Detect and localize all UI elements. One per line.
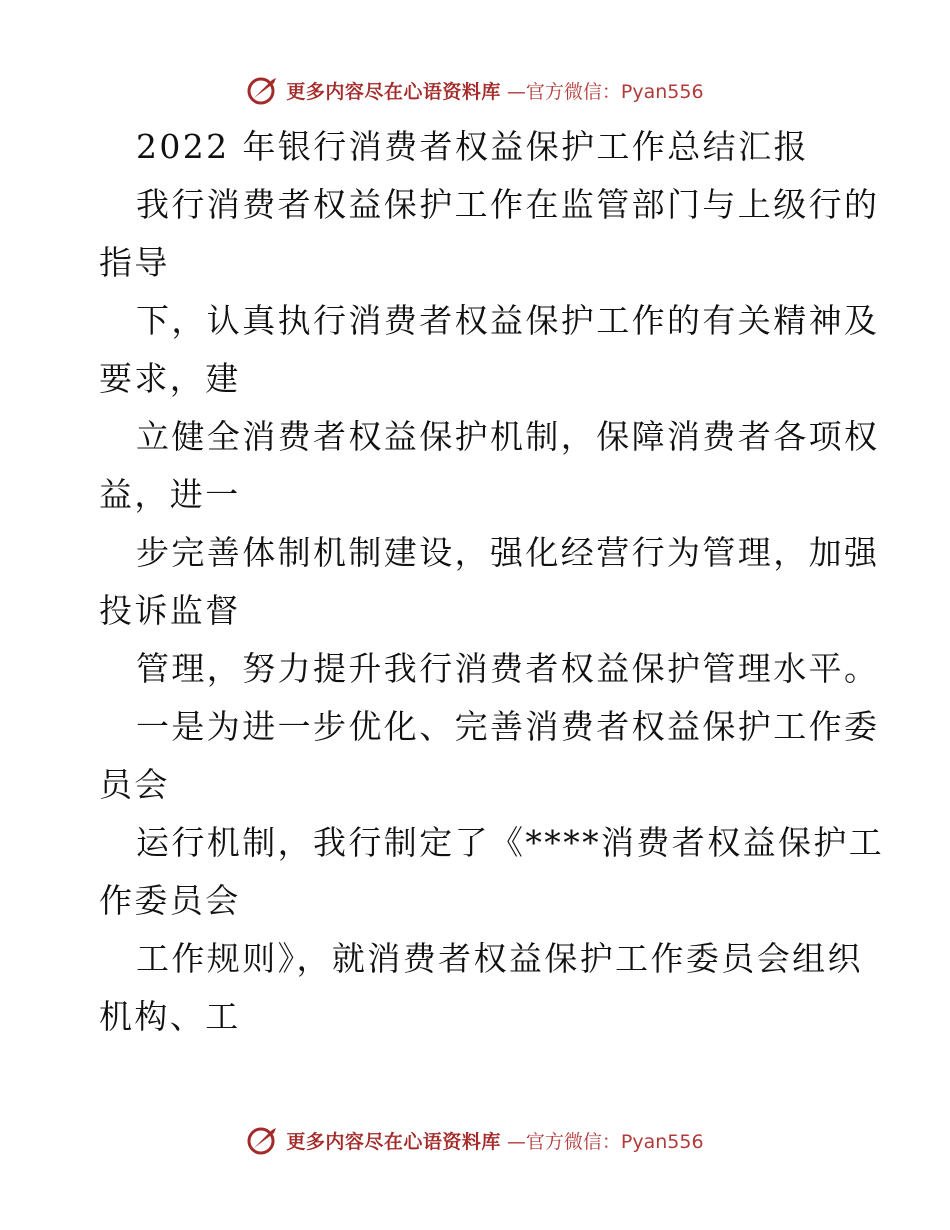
text-line: 作委员会 (99, 881, 241, 920)
document-body (99, 118, 885, 1046)
text-line: 投诉监督 (99, 591, 241, 630)
text-line: 我行消费者权益保护工作在监管部门与上级行的 (136, 185, 880, 224)
watermark-suffix: —官方微信：Pyan556 (506, 1130, 704, 1153)
quill-logo-icon (246, 1124, 280, 1156)
text-line: 步完善体制机制建设，强化经营行为管理，加强 (136, 533, 880, 572)
text-line: 益，进一 (99, 475, 241, 514)
text-line: 立健全消费者权益保护机制，保障消费者各项权 (136, 417, 880, 456)
text-line: 机构、工 (99, 997, 241, 1036)
text-line: 工作规则》，就消费者权益保护工作委员会组织 (136, 939, 863, 978)
document-title: 2022 年银行消费者权益保护工作总结汇报 (136, 127, 809, 166)
quill-logo-icon (246, 74, 280, 106)
text-line: 下，认真执行消费者权益保护工作的有关精神及 (136, 301, 880, 340)
text-line: 运行机制，我行制定了《****消费者权益保护工 (136, 823, 885, 862)
watermark-text: 更多内容尽在心语资料库 (286, 1130, 501, 1153)
text-line: 员会 (99, 765, 170, 804)
text-line: 指导 (99, 243, 170, 282)
text-line: 要求，建 (99, 359, 241, 398)
watermark-suffix: —官方微信：Pyan556 (506, 80, 704, 103)
text-line: 一是为进一步优化、完善消费者权益保护工作委 (136, 707, 880, 746)
footer-watermark (0, 1124, 950, 1156)
header-watermark (0, 74, 950, 106)
watermark-text: 更多内容尽在心语资料库 (286, 80, 501, 103)
text-line: 管理，努力提升我行消费者权益保护管理水平。 (136, 649, 880, 688)
